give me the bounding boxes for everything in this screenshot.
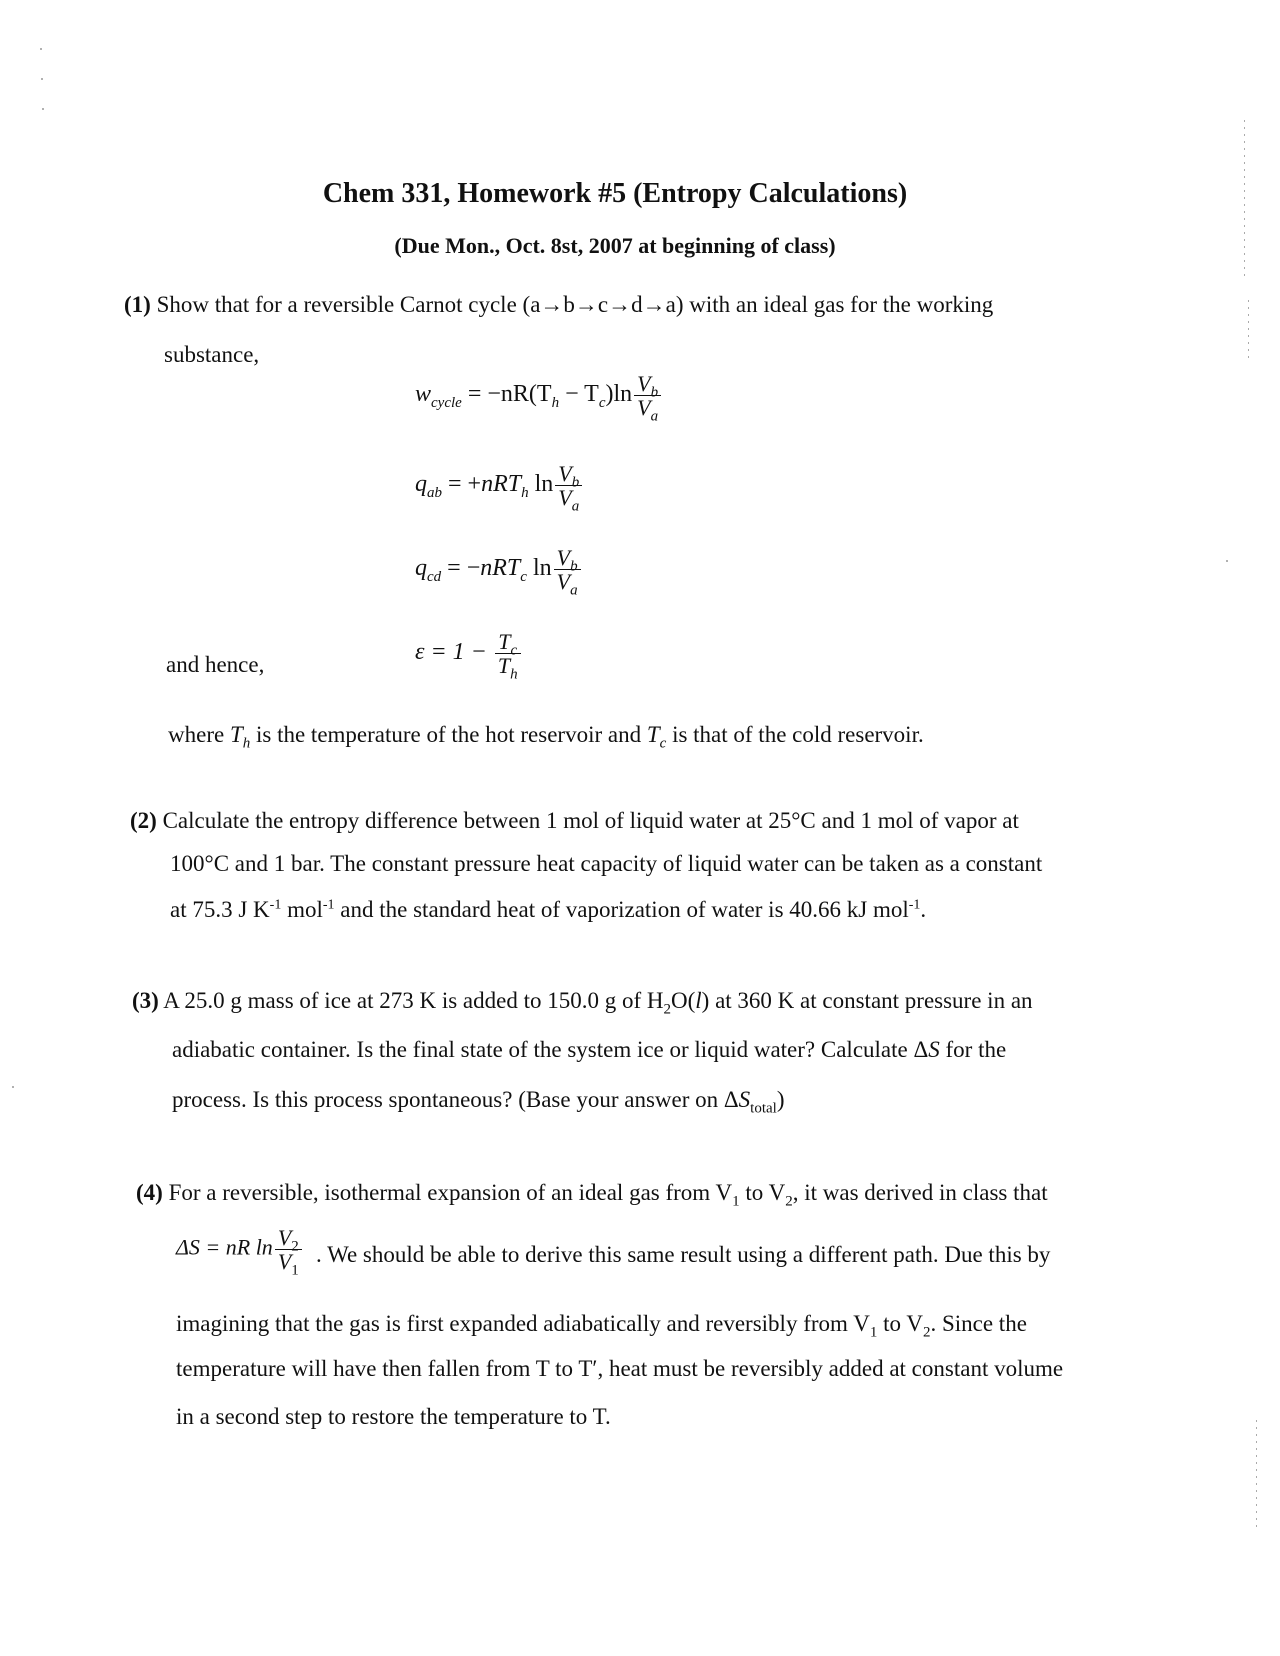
equation-efficiency: ε = 1 − $\frac{T_c}{T_h}$ (415, 630, 523, 677)
problem-number: (2) (130, 808, 157, 833)
problem-2-line-2: 100°C and 1 bar. The constant pressure heat capacity of liquid water can be taken as a constant (170, 851, 1043, 876)
problem-3-line-2: adiabatic container. Is the final state of the system ice or liquid water? Calculate ΔS for the (172, 1037, 1007, 1062)
problem-number: (4) (136, 1180, 163, 1205)
scan-speck (12, 1086, 14, 1088)
scan-margin-dots (1248, 300, 1249, 360)
problem-2-line-1: (2) Calculate the entropy difference between 1 mol of liquid water at 25°C and 1 mol of vapor at (130, 808, 1019, 833)
fraction: $\frac{T_c}{T_h}$ (495, 630, 521, 677)
problem-number: (3) (132, 988, 159, 1013)
scan-speck (41, 78, 43, 80)
fraction: $\frac{V_b}{V_a}$ (555, 462, 582, 509)
due-date: (Due Mon., Oct. 8st, 2007 at beginning of class) (394, 233, 836, 258)
equation-entropy-isothermal: ΔS = nR ln $\frac{V_2}{V_1}$ (176, 1226, 304, 1273)
page-title: Chem 331, Homework #5 (Entropy Calculations) (322, 178, 908, 209)
problem-4-line-2: . We should be able to derive this same result using a different path. Due this by (316, 1242, 1051, 1267)
scan-speck (42, 108, 44, 110)
equation-q-cd: $q_{cd} = -nRT_c$ ln $\frac{V_b}{V_a}$ (415, 546, 583, 593)
equation-q-ab: $q_{ab} = +nRT_h$ ln $\frac{V_b}{V_a}$ (415, 462, 584, 509)
reservoir-definition: where $T_h$ is the temperature of the hot reservoir and $T_c$ is that of the cold reservoir. (168, 722, 924, 752)
fraction: $\frac{V_b}{V_a}$ (634, 372, 661, 419)
problem-1-line-1: (1) Show that for a reversible Carnot cycle (a→b→c→d→a) with an ideal gas for the working (124, 292, 994, 317)
problem-1-line-2: substance, (164, 342, 260, 367)
problem-4-line-4: temperature will have then fallen from T to T′, heat must be reversibly added at constant volume (176, 1356, 1064, 1381)
scan-speck (1226, 560, 1228, 562)
fraction: $\frac{V_2}{V_1}$ (275, 1226, 302, 1273)
fraction: $\frac{V_b}{V_a}$ (554, 546, 581, 593)
problem-4-line-3: imagining that the gas is first expanded adiabatically and reversibly from $V_1$ to $V_2$. Since the (176, 1311, 1027, 1341)
problem-number: (1) (124, 292, 151, 317)
equation-work-cycle: $w_{cycle} = -nR(T_h - T_c)\ln$ $\frac{V_b}{V_a}$ (415, 372, 663, 419)
problem-3-line-3: process. Is this process spontaneous? (Base your answer on $\Delta S_{total}$) (172, 1087, 785, 1117)
problem-2-line-3: at 75.3 J $K^{-1}$ mol$^{-1}$ and the standard heat of vaporization of water is 40.66 kJ mol$^{-1}$. (170, 897, 927, 922)
scan-speck (40, 48, 42, 50)
problem-4-line-1: (4) For a reversible, isothermal expansion of an ideal gas from $V_1$ to $V_2$, it was derived in class that (136, 1180, 1048, 1210)
problem-3-line-1: (3) A 25.0 g mass of ice at 273 K is added to 150.0 g of $H_2O(l)$ at 360 K at constant pressure in an (132, 988, 1033, 1018)
problem-4-line-5: in a second step to restore the temperature to T. (176, 1404, 611, 1429)
scan-margin-dots (1256, 1420, 1257, 1530)
scan-margin-dots (1244, 120, 1245, 280)
and-hence-label: and hence, (166, 652, 265, 677)
